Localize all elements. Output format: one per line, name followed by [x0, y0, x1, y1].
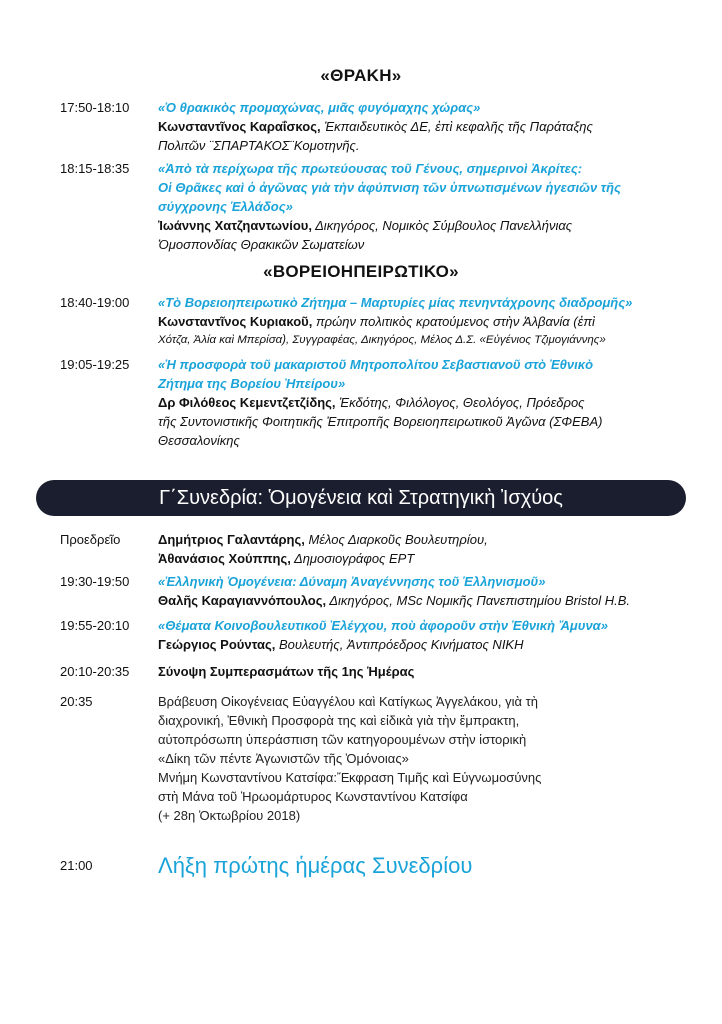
speaker-desc: Δικηγόρος, Νομικὸς Σύμβουλος Πανελλήνιας: [311, 218, 573, 233]
memory-text: (+ 28η Ὀκτωβρίου 2018): [158, 808, 301, 823]
entry-time: 18:15-18:35: [60, 161, 130, 176]
chair-name: Ἀθανάσιος Χούππης,: [158, 551, 291, 566]
memory-title: Μνήμη Κωνσταντίνου Κατσίφα:: [158, 770, 337, 785]
entry-time: 19:05-19:25: [60, 357, 130, 372]
entry-time: 19:30-19:50: [60, 574, 130, 589]
speaker-name: Θαλῆς Καραγιαννόπουλος,: [158, 593, 327, 608]
chair-desc: Δημοσιογράφος ΕΡΤ: [290, 551, 415, 566]
speaker-name: Κωνσταντῖνος Κυριακοῦ,: [158, 314, 313, 329]
speaker-name: Κωνσταντῖνος Καραΐσκος,: [158, 119, 321, 134]
speaker-name: Γεώργιος Ρούντας,: [158, 637, 276, 652]
entry-time: 20:10-20:35: [60, 664, 130, 679]
summary-text: Σύνοψη Συμπερασμάτων τῆς 1ης Ἡμέρας: [158, 664, 415, 679]
speaker-desc: Χότζα, Ἀλία καὶ Μπερίσα), Συγγραφέας, Δικηγόρος, Μέλος Δ.Σ. «Εὐγένιος Τζιμογιάννης»: [158, 334, 606, 346]
chair-label: Προεδρεῖο: [60, 532, 121, 547]
talk-title: «Ἡ προσφορὰ τοῦ μακαριστοῦ Μητροπολίτου Σεβαστιανοῦ στὸ Ἐθνικὸ: [158, 357, 594, 372]
speaker-desc: Δικηγόρος, MSc Νομικῆς Πανεπιστημίου Bristol H.B.: [326, 593, 630, 608]
speaker-desc: τῆς Συντονιστικῆς Φοιτητικῆς Ἐπιτροπῆς Βορειοηπειρωτικοῦ Ἀγῶνα (ΣΦΕΒΑ): [158, 414, 603, 429]
memory-text: στὴ Μάνα τοῦ Ἡρωομάρτυρος Κωνσταντίνου Κατσίφα: [158, 789, 468, 804]
speaker-desc: Ἐκδότης, Φιλόλογος, Θεολόγος, Πρόεδρος: [335, 395, 585, 410]
entry-time: 18:40-19:00: [60, 295, 130, 310]
talk-title: Οἱ Θρᾶκες καὶ ὁ ἀγῶνας γιὰ τὴν ἀφύπνιση τῶν ὑπνωτισμένων ἡγεσιῶν τῆς: [158, 180, 621, 195]
award-text: Βράβευση Οἰκογένειας Εὐαγγέλου καὶ Κατίγκως Ἀγγελάκου, γιὰ τὴ: [158, 694, 538, 709]
speaker-desc: Ἐκπαιδευτικὸς ΔΕ, ἐπὶ κεφαλῆς τῆς Παράταξης: [320, 119, 593, 134]
speaker-desc: Θεσσαλονίκης: [158, 433, 240, 448]
award-text: αὐτοπρόσωπη ὑπεράσπιση τῶν κατηγορουμένων στὴν ἱστορικὴ: [158, 732, 527, 747]
talk-title: «Ἑλληνικὴ Ὁμογένεια: Δύναμη Ἀναγέννησης τοῦ Ἑλληνισμοῦ»: [158, 574, 546, 589]
section-title-voreioipeirotiko: «ΒΟΡΕΙΟΗΠΕΙΡΩΤΙΚΟ»: [263, 262, 459, 281]
entry-time: 21:00: [60, 858, 93, 873]
speaker-name: Δρ Φιλόθεος Κεμεντζετζίδης,: [158, 395, 336, 410]
speaker-desc: πρώην πολιτικὸς κρατούμενος στὴν Ἀλβανία (ἐπὶ: [312, 314, 595, 329]
chair-name: Δημήτριος Γαλαντάρης,: [158, 532, 305, 547]
speaker-line: [158, 117, 670, 136]
closing-text: Λήξη πρώτης ἡμέρας Συνεδρίου: [158, 853, 473, 878]
section-title-thraki: «ΘΡΑΚΗ»: [320, 66, 402, 85]
award-text: διαχρονική, Ἐθνικὴ Προσφορὰ της καὶ εἰδικὰ γιὰ τὴν ἔμπρακτη,: [158, 713, 520, 728]
speaker-desc: Ὁμοσπονδίας Θρακικῶν Σωματείων: [158, 237, 365, 252]
entry-time: 20:35: [60, 694, 93, 709]
speaker-desc: Πολιτῶν ¨ΣΠΑΡΤΑΚΟΣ¨Κομοτηνῆς.: [158, 138, 360, 153]
talk-title: «Τὸ Βορειοηπειρωτικὸ Ζήτημα – Μαρτυρίες μίας πενηντάχρονης διαδρομῆς»: [158, 295, 633, 310]
talk-title: «Ἀπὸ τὰ περίχωρα τῆς πρωτεύουσας τοῦ Γένους, σημερινοὶ Ἀκρίτες:: [158, 161, 583, 176]
entry-time: 17:50-18:10: [60, 100, 130, 115]
talk-title: «Ὁ θρακικὸς προμαχώνας, μιᾶς φυγόμαχης χώρας»: [158, 100, 481, 115]
session-banner: Γ΄Συνεδρία: Ὁμογένεια καὶ Στρατηγικὴ Ἰσχύος: [36, 480, 686, 516]
entry-time: 19:55-20:10: [60, 618, 130, 633]
speaker-name: Ἰωάννης Χατζηαντωνίου,: [158, 218, 312, 233]
memory-text: Ἔκφραση Τιμῆς καὶ Εὐγνωμοσύνης: [336, 770, 542, 785]
talk-title: «Θέματα Κοινοβουλευτικοῦ Ἐλέγχου, ποὺ ἀφοροῦν στὴν Ἐθνικὴ Ἄμυνα»: [158, 618, 608, 633]
award-text: «Δίκη τῶν πέντε Ἀγωνιστῶν τῆς Ὁμόνοιας»: [158, 751, 409, 766]
talk-title: Ζήτημα της Βορείου Ἠπείρου»: [158, 376, 346, 391]
chair-desc: Μέλος Διαρκοῦς Βουλευτηρίου,: [304, 532, 488, 547]
talk-title: σύγχρονης Ἑλλάδος»: [158, 199, 293, 214]
speaker-desc: Βουλευτής, Ἀντιπρόεδρος Κινήματος ΝΙΚΗ: [275, 637, 524, 652]
